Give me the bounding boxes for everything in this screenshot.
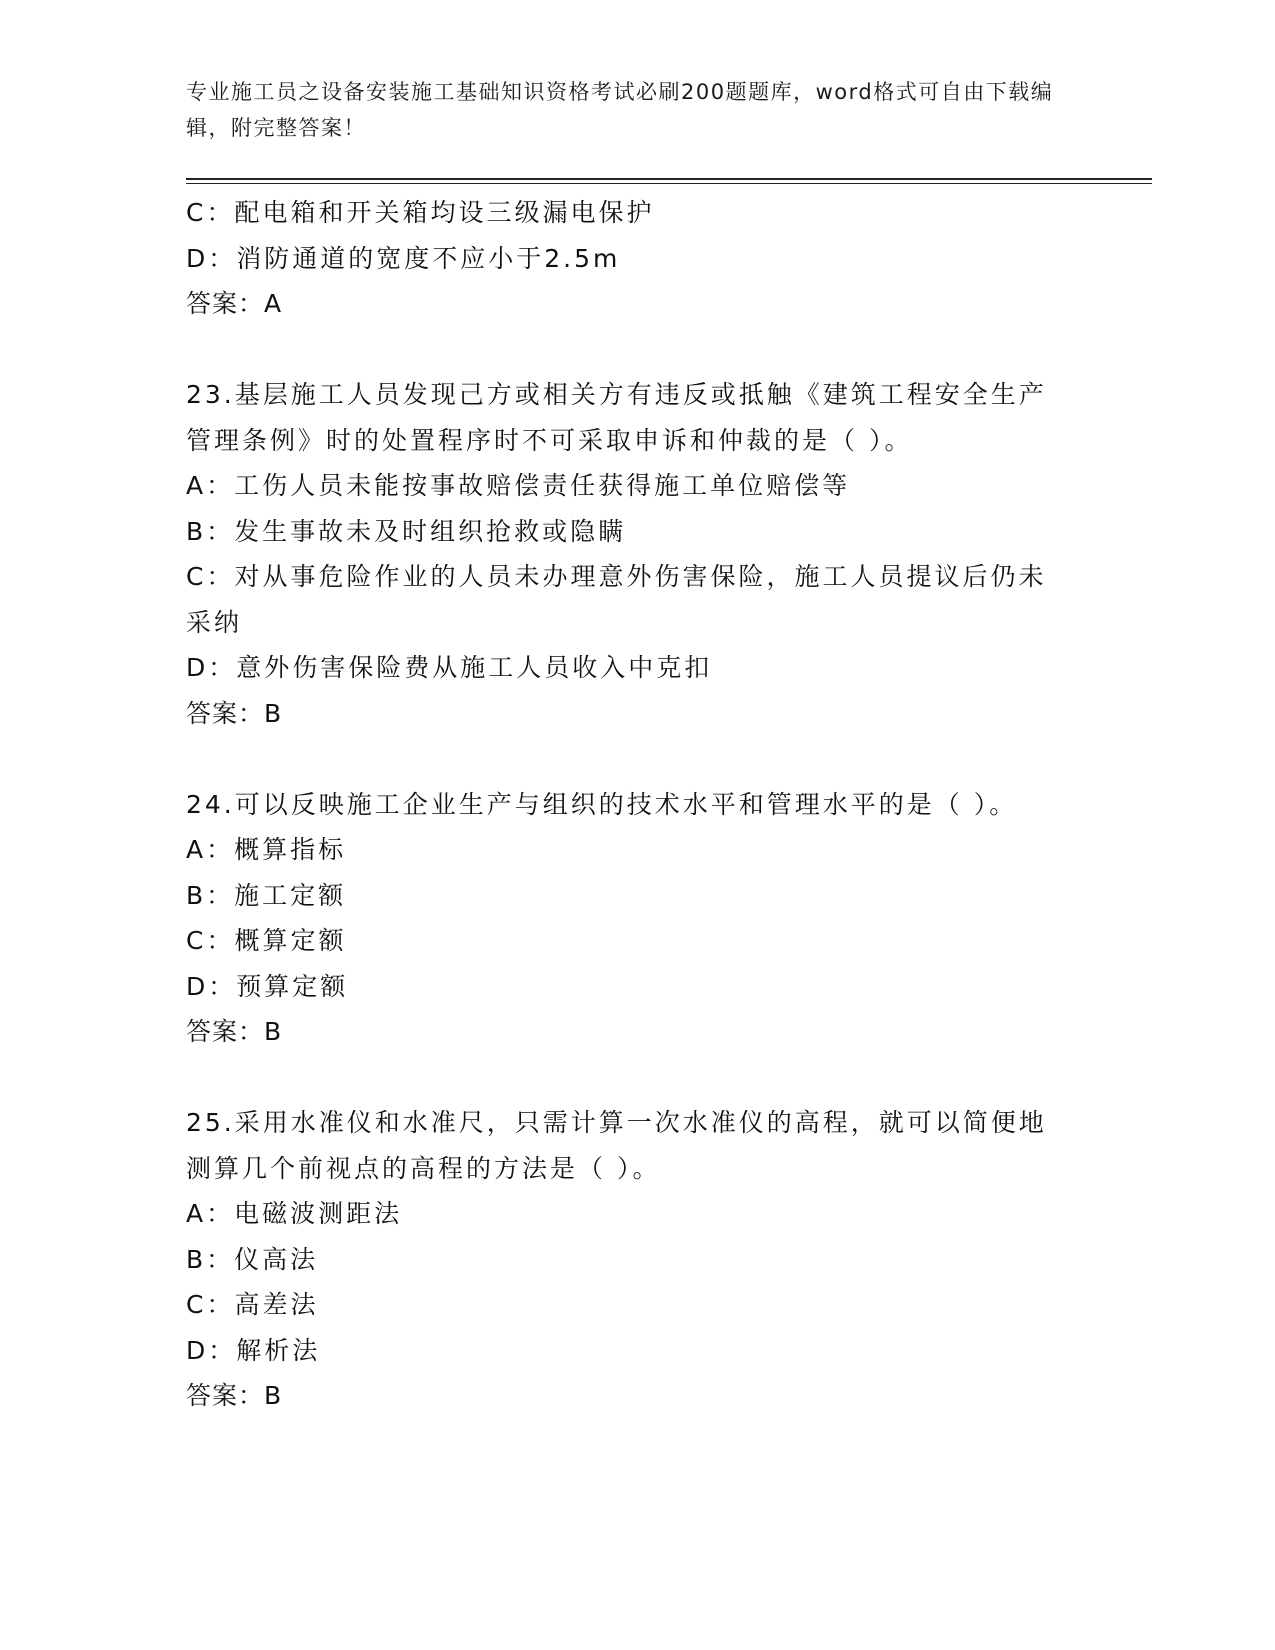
option-c: C：概算定额 xyxy=(186,926,347,955)
option-c: C：配电箱和开关箱均设三级漏电保护 xyxy=(186,198,655,227)
option-a: A：工伤人员未能按事故赔偿责任获得施工单位赔偿等 xyxy=(186,471,851,500)
option-a: A：概算指标 xyxy=(186,835,347,864)
option-b: B：施工定额 xyxy=(186,880,347,910)
option-c: C：对从事危险作业的人员未办理意外伤害保险，施工人员提议后仍未采纳 xyxy=(186,562,1047,637)
option-b: B：发生事故未及时组织抢救或隐瞒 xyxy=(186,516,627,546)
option-a: A：电磁波测距法 xyxy=(186,1199,403,1228)
option-d: D：意外伤害保险费从施工人员收入中克扣 xyxy=(186,653,713,682)
option-d: D：消防通道的宽度不应小于2.5m xyxy=(186,243,621,273)
question-stem: 23.基层施工人员发现己方或相关方有违反或抵触《建筑工程安全生产管理条例》时的处置程序时不可采取申诉和仲裁的是（ ）。 xyxy=(186,380,1047,455)
question-list xyxy=(186,190,1076,1419)
option-d: D：解析法 xyxy=(186,1335,321,1365)
option-d: D：预算定额 xyxy=(186,971,349,1001)
option-b: B：仪高法 xyxy=(186,1244,319,1274)
answer-line: 答案：B xyxy=(186,1017,283,1046)
answer-line: 答案：A xyxy=(186,289,283,318)
option-c: C：高差法 xyxy=(186,1290,319,1319)
spacer xyxy=(186,327,1076,373)
document-header: 专业施工员之设备安装施工基础知识资格考试必刷200题题库，word格式可自由下载编辑，附完整答案！ xyxy=(186,80,1054,140)
question-stem: 25.采用水准仪和水准尺，只需计算一次水准仪的高程，就可以简便地测算几个前视点的高程的方法是（ ）。 xyxy=(186,1108,1047,1183)
answer-line: 答案：B xyxy=(186,1381,283,1410)
header-divider-thin xyxy=(186,183,1152,184)
spacer xyxy=(186,1055,1076,1101)
spacer xyxy=(186,736,1076,782)
answer-line: 答案：B xyxy=(186,698,283,728)
header-divider-thick xyxy=(186,178,1152,180)
question-stem: 24.可以反映施工企业生产与组织的技术水平和管理水平的是（ ）。 xyxy=(186,789,1018,819)
